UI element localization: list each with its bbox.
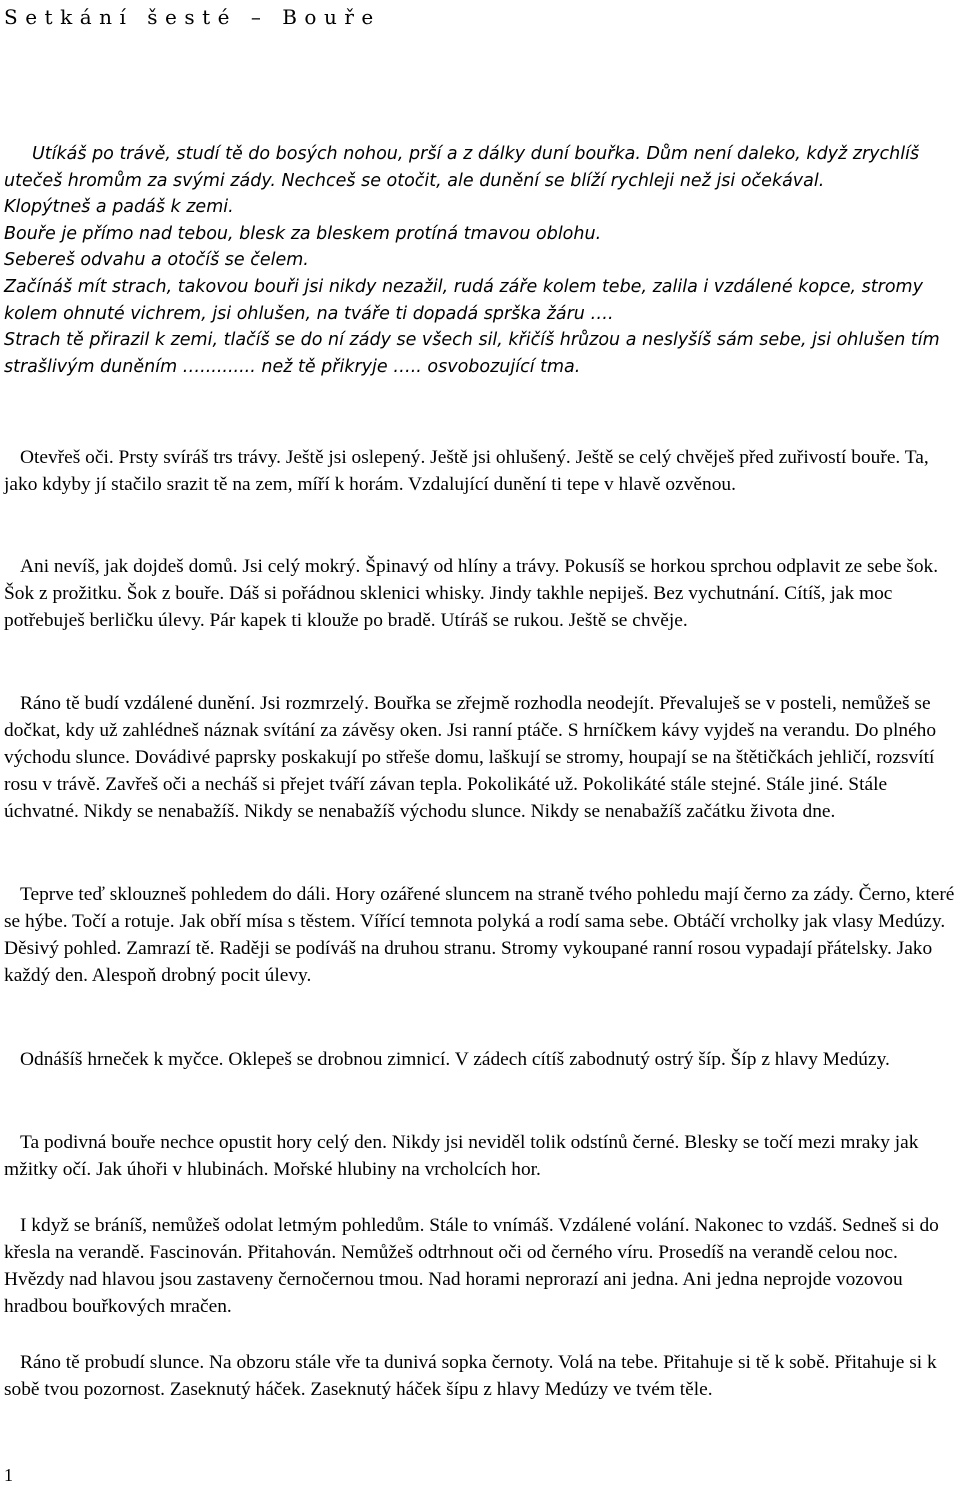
- paragraph: Odnášíš hrneček k myčce. Oklepeš se drobnou zimnicí. V zádech cítíš zabodnutý ostrý šíp. Šíp z hlavy Medúzy.: [20, 1049, 890, 1070]
- paragraph-block: [4, 1129, 960, 1183]
- italic-line: Bouře je přímo nad tebou, blesk za bleskem protíná tmavou oblohu.: [4, 223, 602, 244]
- italic-line: Klopýtneš a padáš k zemi.: [4, 197, 234, 218]
- italic-line: Sebereš odvahu a otočíš se čelem.: [4, 250, 309, 271]
- paragraph-block: [4, 1349, 960, 1403]
- paragraph-block: [4, 1212, 960, 1320]
- paragraph: Ráno tě budí vzdálené dunění. Jsi rozmrzelý. Bouřka se zřejmě rozhodla neodejít. Převaluješ se v posteli, nemůžeš se dočkat, kdy už zahlédneš náznak svítání za závěsy oken. Jsi ranní ptáče. S hrníčkem kávy vyjdeš na verandu. Do plného východu slunce. Dovádivé paprsky poskakují po střeše domu, laškují se stromy, houpají se na štětičkách jehličí, rozsvítí rosu v trávě. Zavřeš oči a necháš si přejet tváří závan tepla. Pokolikáté už. Pokolikáté stále stejné. Stále jiné. Stále úchvatné. Nikdy se nenabažíš. Nikdy se nenabažíš východu slunce. Nikdy se nenabažíš začátku života dne.: [4, 693, 937, 822]
- italic-line: Začínáš mít strach, takovou bouři jsi nikdy nezažil, rudá záře kolem tebe, zalila i vzdálené kopce, stromy kolem ohnuté vichrem, jsi ohlušen, na tváře ti dopadá sprška žáru ….: [4, 276, 923, 324]
- paragraph: Ani nevíš, jak dojdeš domů. Jsi celý mokrý. Špinavý od hlíny a trávy. Pokusíš se horkou sprchou odplavit ze sebe šok. Šok z prožitku. Šok z bouře. Dáš si pořádnou sklenici whisky. Jindy takhle nepiješ. Bez vychutnání. Cítíš, jak moc potřebuješ berličku úlevy. Pár kapek ti klouže po bradě. Utíráš se rukou. Ještě se chvěje.: [4, 556, 939, 631]
- italic-opening: [4, 141, 956, 380]
- page-number: 1: [4, 1465, 13, 1485]
- paragraph-block: [4, 1046, 960, 1073]
- paragraph-block: [4, 444, 960, 498]
- paragraph-block: [4, 690, 960, 825]
- paragraph-block: [4, 553, 960, 634]
- paragraph: Ta podivná bouře nechce opustit hory celý den. Nikdy jsi neviděl tolik odstínů černé. Blesky se točí mezi mraky jak mžitky očí. Jak úhoři v hlubinách. Mořské hlubiny na vrcholcích hor.: [4, 1132, 919, 1180]
- paragraph-block: [4, 881, 960, 989]
- italic-line: Strach tě přirazil k zemi, tlačíš se do ní zády se všech sil, křičíš hrůzou a neslyšíš sám sebe, jsi ohlušen tím strašlivým duněním ….......... než tě přikryje ….. osvobozující tma.: [4, 330, 940, 377]
- paragraph: Otevřeš oči. Prsty svíráš trs trávy. Ještě jsi oslepený. Ještě jsi ohlušený. Ještě se celý chvěješ před zuřivostí bouře. Ta, jako kdyby jí stačilo srazit tě na zem, míří k horám. Vzdalující dunění ti tepe v hlavě ozvěnou.: [4, 447, 929, 495]
- paragraph: Teprve teď sklouzneš pohledem do dáli. Hory ozářené sluncem na straně tvého pohledu mají černo za zády. Černo, které se hýbe. Točí a rotuje. Jak obří mísa s těstem. Vířící temnota polyká a rodí sama sebe. Obtáčí vrcholky jak vlasy Medúzy. Děsivý pohled. Zamrazí tě. Raději se podíváš na druhou stranu. Stromy vykoupané ranní rosou vypadají přátelsky. Jako každý den. Alespoň drobný pocit úlevy.: [4, 884, 955, 986]
- paragraph: I když se bráníš, nemůžeš odolat letmým pohledům. Stále to vnímáš. Vzdálené volání. Nakonec to vzdáš. Sedneš si do křesla na verandě. Fascinován. Přitahován. Nemůžeš odtrhnout oči od černého víru. Prosedíš na verandě celou noc. Hvězdy nad hlavou jsou zastaveny černočernou tmou. Nad horami neprorazí ani jedna. Ani jedna neprojde vozovou hradbou bouřkových mračen.: [4, 1215, 939, 1317]
- paragraph: Ráno tě probudí slunce. Na obzoru stále vře ta dunivá sopka černoty. Volá na tebe. Přitahuje si tě k sobě. Přitahuje si k sobě tvou pozornost. Zaseknutý háček. Zaseknutý háček šípu z hlavy Medúzy ve tvém těle.: [4, 1352, 937, 1400]
- page-title: Setkání šesté – Bouře: [4, 5, 381, 29]
- italic-line: Utíkáš po trávě, studí tě do bosých nohou, prší a z dálky duní bouřka. Dům není daleko, když zrychlíš utečeš hromům za svými zády. Nechceš se otočit, ale dunění se blíží rychleji než jsi očekával.: [4, 144, 920, 191]
